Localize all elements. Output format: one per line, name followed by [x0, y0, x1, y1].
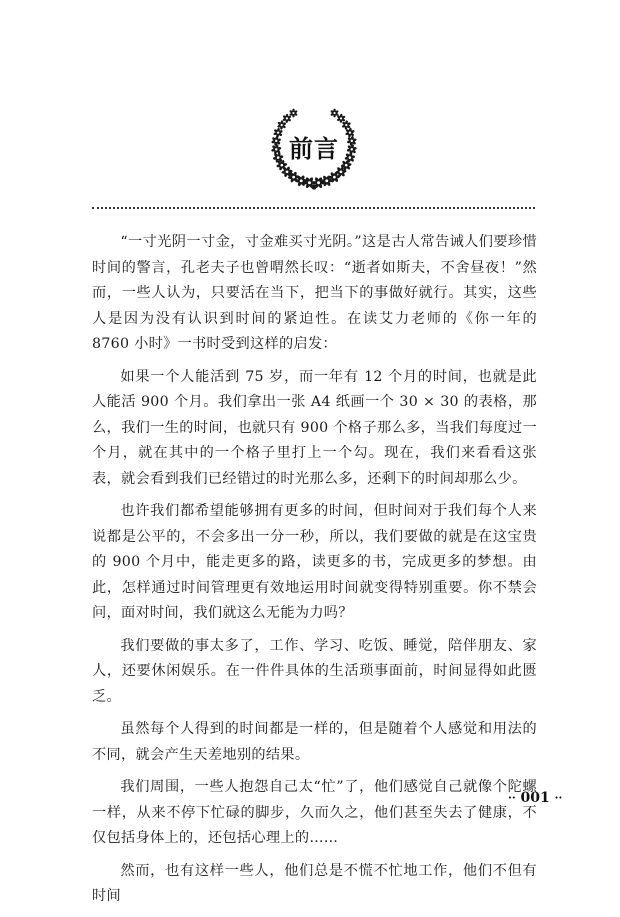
- paragraph: 也许我们都希望能够拥有更多的时间，但时间对于我们每个人来说都是公平的，不会多出一分一秒，所以，我们要做的就是在这宝贵的 900 个月中，能走更多的路，读更多的书，完成更多的梦想。由此，怎样通过时间管理更有效地运用时间就变得特别重要。你不禁会问，面对时间，我们就这么无能为力吗？: [92, 503, 537, 621]
- wreath-flower-center: [300, 179, 303, 182]
- wreath-flower-center: [280, 164, 283, 167]
- title-block: [262, 95, 366, 199]
- paragraph: 虽然每个人得到的时间都是一样的，但是随着个人感觉和用法的不同，就会产生天差地别的结果。: [92, 721, 537, 763]
- paragraph: 我们周围，一些人抱怨自己太“忙”了，他们感觉自己就像个陀螺一样，从来不停下忙碌的脚步，久而久之，他们甚至失去了健康，不仅包括身体上的，还包括心理上的……: [92, 779, 537, 846]
- paragraph: 如果一个人能活到 75 岁，而一年有 12 个月的时间，也就是此人能活 900 个月。我们拿出一张 A4 纸画一个 30 × 30 的表格，那么，我们一生的时间，也就只有 900 个格子那么多，当我们每度过一个月，就在其中的一个格子里打上一个勾。现在，我们来看看这张表，就会看到我们已经错过的时光那么多，还剩下的时间却那么少。: [92, 368, 537, 487]
- wreath-flower-center: [317, 181, 320, 184]
- wreath-flower-center: [333, 176, 336, 179]
- paragraph: 然而，也有这样一些人，他们总是不慌不忙地工作，他们不但有时间: [92, 862, 537, 904]
- wreath-flower-center: [345, 164, 348, 167]
- page-title: 前言: [289, 135, 339, 163]
- page-marker-right: ··: [554, 791, 563, 805]
- wreath-flower-center: [281, 124, 283, 126]
- wreath-knot: [311, 184, 316, 189]
- wreath-flower-center: [340, 170, 343, 173]
- wreath-flower-center: [286, 170, 289, 173]
- wreath-flower-center: [292, 112, 294, 114]
- paragraph: “一寸光阴一寸金，寸金难买寸光阴。”这是古人常告诫人们要珍惜时间的警言，孔老夫子也曾喟然长叹：“逝者如斯夫，不舍昼夜！”然而，一些人认为，只要活在当下，把当下的事做好就行。其实，这些人是因为没有认识到时间的紧迫性。在读艾力老师的《你一年的 8760 小时》一书时受到这样的启发：: [92, 234, 537, 352]
- body-text: [92, 230, 537, 917]
- page-number-value: 001: [520, 790, 550, 806]
- wreath-flower-center: [340, 117, 342, 119]
- dotted-divider: [92, 207, 535, 209]
- paragraph: 我们要做的事太多了，工作、学习、吃饭、睡觉，陪伴朋友、家人，还要休闲娱乐。在一件件具体的生活琐事面前，时间显得如此匮乏。: [92, 637, 537, 705]
- page-number: [508, 790, 562, 806]
- wreath-flower-center: [292, 176, 295, 179]
- wreath-flower-center: [325, 179, 328, 182]
- page-marker-left: ··: [508, 791, 516, 805]
- wreath-flower-center: [308, 181, 311, 184]
- wreath-flower-center: [286, 117, 288, 119]
- wreath-flower-center: [345, 124, 347, 126]
- wreath-flower-center: [333, 112, 335, 114]
